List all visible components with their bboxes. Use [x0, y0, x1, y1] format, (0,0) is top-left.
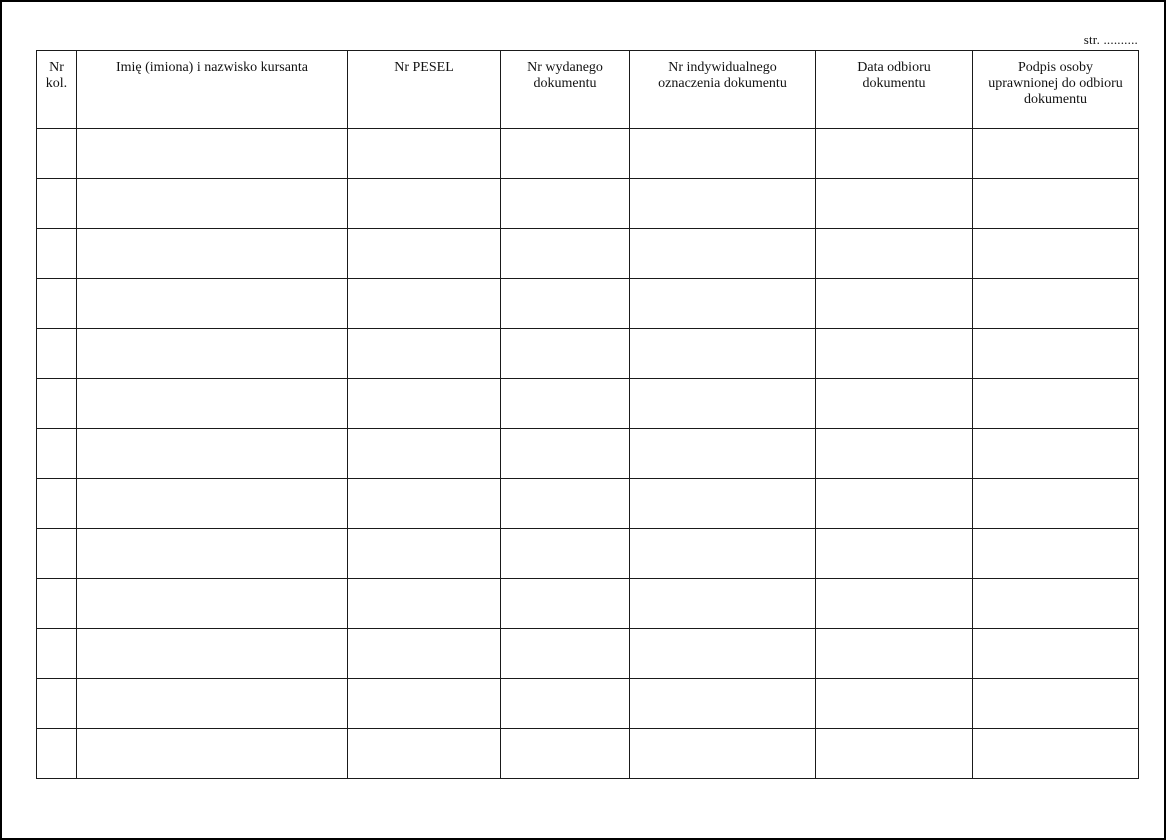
table-cell	[630, 229, 816, 279]
column-header-data-odbioru: Data odbioru dokumentu	[816, 51, 973, 129]
table-cell	[348, 329, 501, 379]
table-cell	[816, 729, 973, 779]
table-cell	[77, 429, 348, 479]
header-row	[37, 51, 1139, 129]
table-row	[37, 329, 1139, 379]
table-cell	[973, 729, 1139, 779]
table-cell	[630, 279, 816, 329]
table-cell	[37, 429, 77, 479]
table-cell	[37, 529, 77, 579]
table-cell	[348, 379, 501, 429]
table-cell	[77, 379, 348, 429]
table-cell	[348, 279, 501, 329]
table-cell	[973, 329, 1139, 379]
column-header-oznaczenie-dokumentu: Nr indywidualnego oznaczenia dokumentu	[630, 51, 816, 129]
table-cell	[816, 129, 973, 179]
table-row	[37, 629, 1139, 679]
column-header-podpis: Podpis osoby uprawnionej do odbioru dokumentu	[973, 51, 1139, 129]
table-cell	[973, 229, 1139, 279]
table-cell	[348, 729, 501, 779]
column-header-nr-kol: Nr kol.	[37, 51, 77, 129]
table-row	[37, 579, 1139, 629]
table-cell	[501, 579, 630, 629]
table-cell	[973, 429, 1139, 479]
table-cell	[348, 429, 501, 479]
table-cell	[37, 229, 77, 279]
table-cell	[77, 229, 348, 279]
table-cell	[348, 479, 501, 529]
table-cell	[77, 729, 348, 779]
table-cell	[77, 279, 348, 329]
table-cell	[37, 629, 77, 679]
table-body	[37, 129, 1139, 779]
table-cell	[973, 479, 1139, 529]
column-header-imie-nazwisko: Imię (imiona) i nazwisko kursanta	[77, 51, 348, 129]
table-cell	[501, 429, 630, 479]
table-row	[37, 729, 1139, 779]
table-cell	[973, 679, 1139, 729]
table-cell	[816, 229, 973, 279]
table-cell	[37, 279, 77, 329]
table-cell	[816, 529, 973, 579]
table-cell	[501, 729, 630, 779]
table-cell	[973, 629, 1139, 679]
table-cell	[973, 379, 1139, 429]
table-cell	[816, 329, 973, 379]
table-cell	[630, 129, 816, 179]
table-cell	[77, 329, 348, 379]
table-row	[37, 179, 1139, 229]
page-number-label: str. ..........	[1083, 32, 1138, 47]
table-cell	[630, 729, 816, 779]
column-header-nr-dokumentu: Nr wydanego dokumentu	[501, 51, 630, 129]
table-row	[37, 429, 1139, 479]
table-cell	[630, 679, 816, 729]
table-cell	[630, 479, 816, 529]
table-cell	[348, 629, 501, 679]
table-cell	[348, 529, 501, 579]
table-cell	[501, 129, 630, 179]
table-cell	[348, 179, 501, 229]
table-cell	[630, 429, 816, 479]
table-cell	[37, 129, 77, 179]
table-cell	[973, 279, 1139, 329]
table-cell	[77, 679, 348, 729]
table-cell	[630, 579, 816, 629]
table-cell	[77, 479, 348, 529]
table-cell	[816, 179, 973, 229]
table-cell	[77, 179, 348, 229]
table-cell	[77, 129, 348, 179]
table-cell	[501, 629, 630, 679]
column-header-pesel: Nr PESEL	[348, 51, 501, 129]
table-cell	[501, 179, 630, 229]
table-cell	[501, 529, 630, 579]
table-cell	[348, 229, 501, 279]
table-cell	[348, 129, 501, 179]
table-row	[37, 379, 1139, 429]
table-cell	[630, 329, 816, 379]
table-row	[37, 679, 1139, 729]
table-cell	[630, 629, 816, 679]
table-cell	[348, 679, 501, 729]
table-cell	[37, 479, 77, 529]
table-cell	[816, 579, 973, 629]
table-cell	[37, 579, 77, 629]
table-row	[37, 279, 1139, 329]
table-cell	[501, 379, 630, 429]
table-cell	[77, 579, 348, 629]
table-cell	[501, 479, 630, 529]
table-cell	[973, 579, 1139, 629]
table-cell	[630, 179, 816, 229]
table-cell	[37, 329, 77, 379]
table-cell	[348, 579, 501, 629]
table-cell	[816, 379, 973, 429]
table-cell	[37, 679, 77, 729]
table-row	[37, 479, 1139, 529]
table-cell	[630, 379, 816, 429]
table-row	[37, 229, 1139, 279]
table-cell	[816, 479, 973, 529]
table-cell	[37, 379, 77, 429]
table-row	[37, 529, 1139, 579]
document-register-table	[36, 50, 1139, 779]
table-cell	[501, 279, 630, 329]
table-cell	[973, 529, 1139, 579]
table-row	[37, 129, 1139, 179]
table-cell	[77, 629, 348, 679]
table-cell	[816, 629, 973, 679]
table-cell	[630, 529, 816, 579]
table-cell	[816, 429, 973, 479]
table-cell	[37, 729, 77, 779]
table-cell	[816, 279, 973, 329]
table-cell	[501, 329, 630, 379]
table-cell	[501, 229, 630, 279]
table-cell	[973, 129, 1139, 179]
table-cell	[816, 679, 973, 729]
table-cell	[501, 679, 630, 729]
table-cell	[973, 179, 1139, 229]
table-cell	[37, 179, 77, 229]
table-cell	[77, 529, 348, 579]
